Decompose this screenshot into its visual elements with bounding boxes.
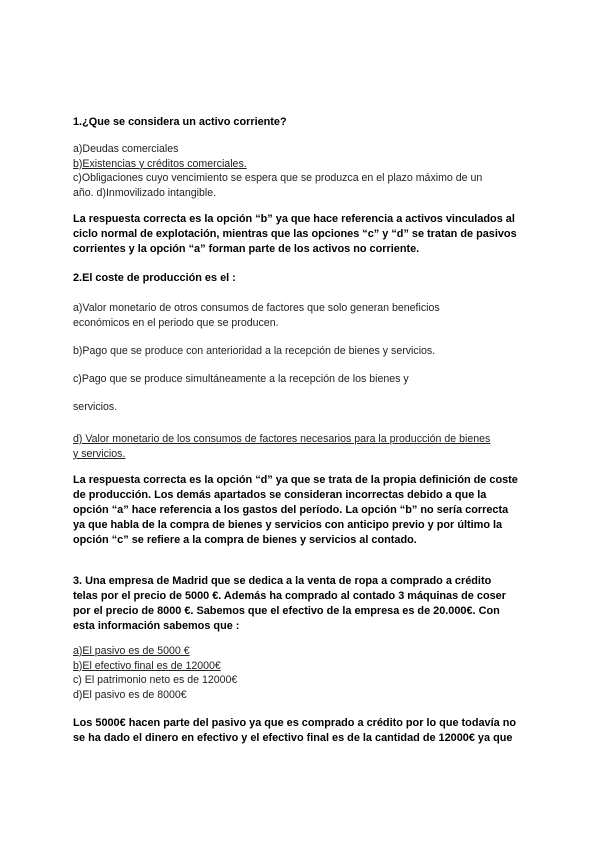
q2-option-a-line: a)Valor monetario de otros consumos de factores que solo generan beneficios bbox=[73, 302, 440, 314]
q2-option-d-line: y servicios. bbox=[73, 447, 126, 460]
q3-title-line: telas por el precio de 5000 €. Además ha comprado al contado 3 máquinas de coser bbox=[73, 590, 506, 602]
q3-option-b: b)El efectivo final es de 12000€ bbox=[73, 659, 221, 672]
q3-answer-line: se ha dado el dinero en efectivo y el efectivo final es de la cantidad de 12000€ ya que bbox=[73, 732, 513, 744]
q1-answer-line: La respuesta correcta es la opción “b” ya que hace referencia a activos vinculados al bbox=[73, 213, 515, 225]
q3-title-line: 3. Una empresa de Madrid que se dedica a la venta de ropa a comprado a crédito bbox=[73, 575, 492, 587]
q1-option-b: b)Existencias y créditos comerciales. bbox=[73, 157, 247, 170]
q2-option-b-line: b)Pago que se produce con anterioridad a la recepción de bienes y servicios. bbox=[73, 345, 436, 357]
q2-answer-line: La respuesta correcta es la opción “d” ya que se trata de la propia definición de coste bbox=[73, 474, 518, 486]
q3-title-line: por el precio de 8000 €. Sabemos que el efectivo de la empresa es de 20.000€. Con bbox=[73, 605, 500, 617]
question-3-options bbox=[73, 644, 533, 702]
question-3-title bbox=[73, 574, 533, 634]
question-1-options bbox=[73, 142, 533, 200]
question-2-title bbox=[73, 271, 533, 286]
q2-option-c bbox=[73, 372, 533, 387]
q3-option-c: c) El patrimonio neto es de 12000€ bbox=[73, 674, 238, 687]
question-1-answer bbox=[73, 212, 533, 257]
q3-option-a: a)El pasivo es de 5000 € bbox=[73, 645, 190, 657]
q2-option-a bbox=[73, 301, 533, 330]
question-2-answer bbox=[73, 473, 533, 548]
q2-option-c-line-2: servicios. bbox=[73, 401, 118, 413]
question-3-answer bbox=[73, 716, 533, 746]
q2-option-c-cont bbox=[73, 400, 533, 415]
q2-answer-line: ya que habla de la compra de bienes y servicios con anticipo previo y por último la bbox=[73, 519, 503, 531]
q3-option-d: d)El pasivo es de 8000€ bbox=[73, 688, 187, 701]
q2-option-b bbox=[73, 344, 533, 359]
q2-answer-line: opción “c” se refiere a la compra de bienes y servicios al contado. bbox=[73, 534, 417, 546]
q2-option-c-line: c)Pago que se produce simultáneamente a la recepción de los bienes y bbox=[73, 373, 409, 385]
q3-answer-line: Los 5000€ hacen parte del pasivo ya que es comprado a crédito por lo que todavía no bbox=[73, 717, 517, 729]
q2-option-d-line: d) Valor monetario de los consumos de factores necesarios para la producción de bienes bbox=[73, 433, 491, 445]
question-2-title-text: 2.El coste de producción es el : bbox=[73, 272, 236, 284]
q1-option-a: a)Deudas comerciales bbox=[73, 143, 179, 155]
q2-answer-line: de producción. Los demás apartados se consideran incorrectas debido a que la bbox=[73, 489, 487, 501]
q1-option-c: c)Obligaciones cuyo vencimiento se espera que se produzca en el plazo máximo de un bbox=[73, 172, 483, 185]
q1-option-c-d: año. d)Inmovilizado intangible. bbox=[73, 186, 217, 199]
q1-answer-line: ciclo normal de explotación, mientras que las opciones “c” y “d” se tratan de pasivos bbox=[73, 228, 517, 240]
q2-answer-line: opción “a” hace referencia a los gastos del período. La opción “b” no sería correcta bbox=[73, 504, 509, 516]
q1-answer-line: corrientes y la opción “a” forman parte de los activos no corriente. bbox=[73, 243, 420, 255]
q3-title-line: esta información sabemos que : bbox=[73, 620, 240, 632]
question-1-title-text: 1.¿Que se considera un activo corriente? bbox=[73, 116, 287, 128]
q2-option-a-line: económicos en el periodo que se producen. bbox=[73, 316, 279, 329]
question-1-title bbox=[73, 115, 533, 130]
q2-option-d bbox=[73, 432, 533, 461]
